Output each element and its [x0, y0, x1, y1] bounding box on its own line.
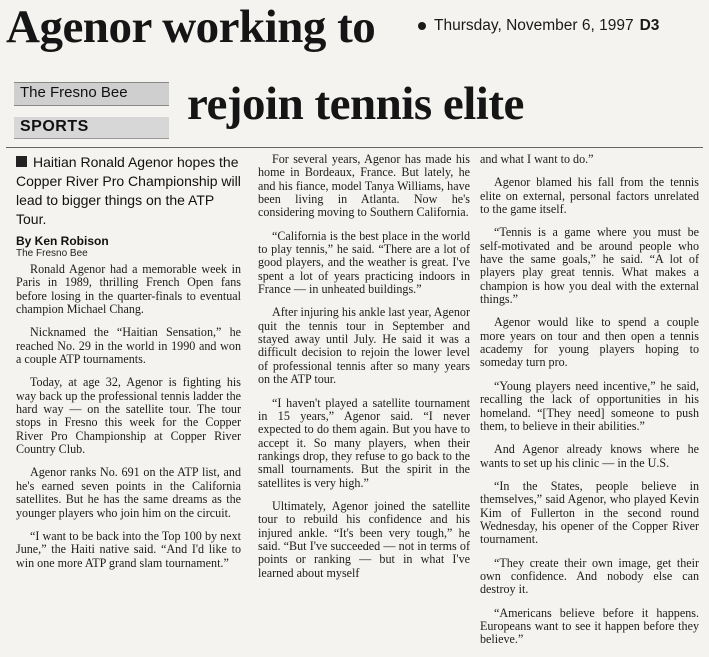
- paragraph: “Americans believe before it happens. Europeans want to see it happen before they believe.”: [480, 605, 699, 647]
- paragraph: After injuring his ankle last year, Agenor quit the tennis tour in September and stayed away until July. He said it was a difficult decision to rejoin the lower level of professional tennis after so many years on the ATP tour.: [258, 305, 470, 387]
- dateline: [418, 17, 659, 35]
- section-name: SPORTS: [20, 118, 89, 135]
- paragraph: “They create their own image, get their own confidence. And nobody else can destroy it.: [480, 555, 699, 597]
- headline-line-1: Agenor working to: [6, 1, 376, 53]
- paragraph: Ronald Agenor had a memorable week in Paris in 1989, thrilling French Open fans before losing in the quarter-finals to eventual champion Michael Chang.: [16, 262, 241, 317]
- paragraph: Agenor ranks No. 691 on the ATP list, and he's earned seven points in the California satellites. But he has the same dreams as the younger players who join him on the circuit.: [16, 465, 241, 520]
- byline: By Ken Robison: [16, 234, 109, 248]
- article-column-1: [16, 153, 241, 580]
- publication-date: Thursday, November 6, 1997: [434, 17, 634, 34]
- paragraph: “I want to be back into the Top 100 by next June,” the Haiti native said. “And I'd like to win one more ATP grand slam tournament.”: [16, 528, 241, 570]
- paragraph: and what I want to do.”: [480, 152, 594, 166]
- square-bullet-icon: [16, 156, 27, 167]
- paper-name: The Fresno Bee: [20, 84, 128, 101]
- paragraph: And Agenor already knows where he wants to set up his clinic — in the U.S.: [480, 442, 699, 470]
- paragraph: “I haven't played a satellite tournament in 15 years,” Agenor said. “I never expected to do them again. But you have to accept it. So many players, when their rankings drop, they refuse to go back to the small tournaments. But the spirit in the satellites is very high.”: [258, 395, 470, 490]
- paragraph: “In the States, people believe in themselves,” said Agenor, who played Kevin Kim of Fullerton in the second round Wednesday, his opener of the Copper River tournament.: [480, 478, 699, 547]
- headline-line-2: rejoin tennis elite: [187, 78, 524, 130]
- divider-rule: [6, 147, 703, 148]
- deck: [16, 153, 241, 229]
- page-number: D3: [639, 17, 660, 34]
- byline-source: The Fresno Bee: [16, 248, 88, 259]
- paragraph: “Young players need incentive,” he said, recalling the lack of opportunities in his homeland. “[They need] someone to push them, to believe in their abilities.”: [480, 378, 699, 433]
- paragraph: Agenor would like to spend a couple more years on tour and then open a tennis academy for young players hoping to someday turn pro.: [480, 315, 699, 370]
- bullet-icon: [418, 22, 426, 30]
- paragraph: Nicknamed the “Haitian Sensation,” he reached No. 29 in the world in 1990 and won a couple ATP tournaments.: [16, 325, 241, 367]
- paragraph: “California is the best place in the world to play tennis,” he said. “There are a lot of good players, and the weather is great. I've spent a lot of years practicing indoors in France — in unheated buildings.”: [258, 228, 470, 297]
- paragraph: Ultimately, Agenor joined the satellite tour to rebuild his confidence and his injured ankle. “It's been very tough,” he said. “But I've succeeded — not in terms of points or ranking — but in what I've learned about myself: [258, 498, 470, 580]
- paragraph: For several years, Agenor has made his home in Bordeaux, France. But lately, he and his fiance, model Tanya Williams, have been living in Atlanta. Now he's considering moving to Southern California.: [258, 152, 470, 220]
- article-column-3: [480, 153, 699, 657]
- deck-text: Haitian Ronald Agenor hopes the Copper River Pro Championship will lead to bigger things on the ATP Tour.: [16, 154, 241, 227]
- paragraph: Today, at age 32, Agenor is fighting his way back up the professional tennis ladder the hard way — on the satellite tour. The tour stops in Fresno this week for the Copper River Pro Championship at Copper River Country Club.: [16, 375, 241, 457]
- paragraph: Agenor blamed his fall from the tennis elite on external, personal factors unrelated to the game itself.: [480, 175, 699, 217]
- article-column-2: [258, 153, 470, 590]
- paragraph: “Tennis is a game where you must be self-motivated and be around people who have the same goals,” he said. “A lot of players play great tennis. What makes a champion is how you deal with the external things.”: [480, 225, 699, 307]
